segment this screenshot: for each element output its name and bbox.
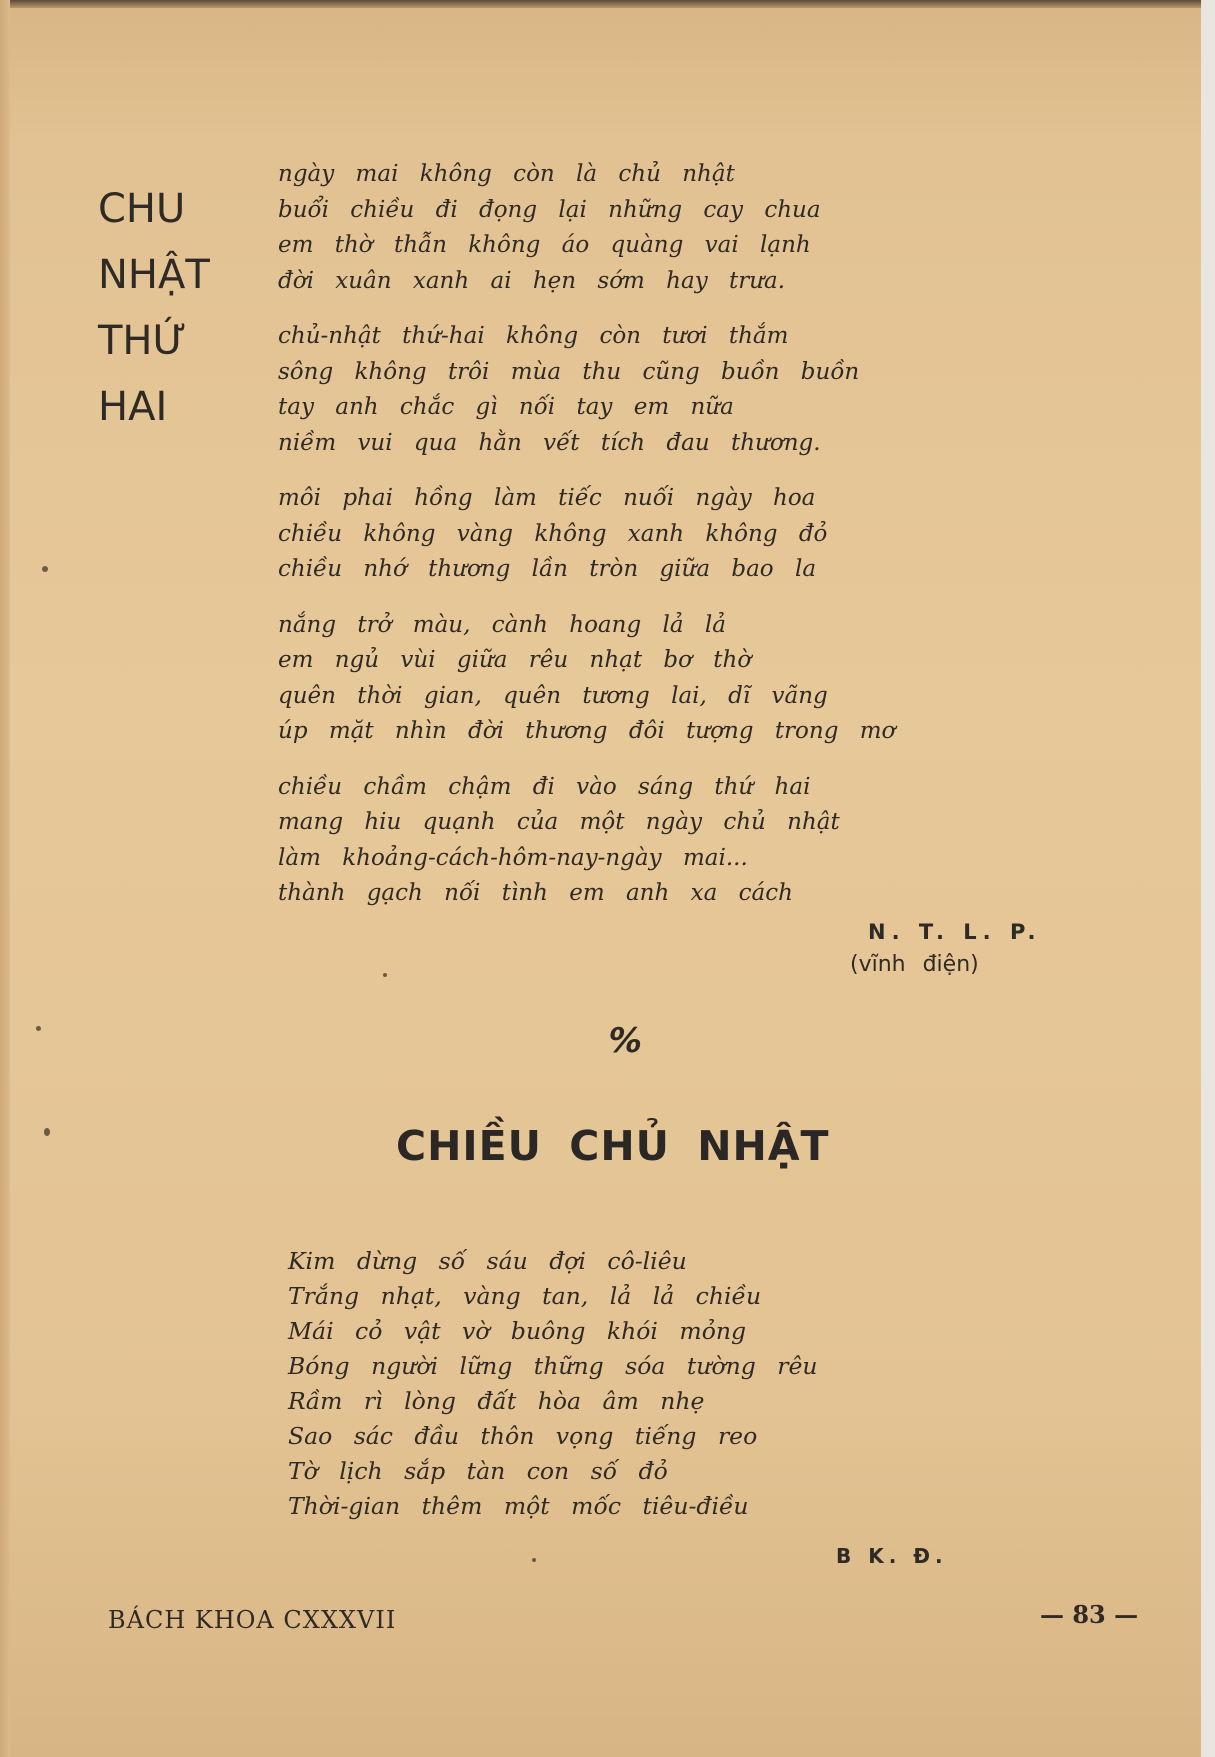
poem1-stanza (278, 481, 895, 588)
poem-line: Kim dừng số sáu đợi cô-liêu (288, 1247, 687, 1275)
poem-line: nắng trở màu, cành hoang lả lả (278, 611, 726, 638)
poem1-stanza (278, 157, 895, 299)
paper-speck (44, 1128, 50, 1136)
paper-speck (383, 973, 387, 977)
scan-margin (1201, 0, 1215, 1757)
poem-line: môi phai hồng làm tiếc nuối ngày hoa (278, 485, 816, 511)
poem-line: buổi chiều đi đọng lại những cay chua (278, 196, 821, 223)
poem1-signature (850, 920, 1041, 977)
poem-line: thành gạch nối tình em anh xa cách (278, 880, 793, 906)
poem-line: chiều chầm chậm đi vào sáng thứ hai (278, 773, 811, 800)
poem-line: Trắng nhạt, vàng tan, lả lả chiều (288, 1282, 762, 1310)
page-top-edge (0, 0, 1215, 8)
poem2-body (288, 1244, 818, 1524)
poem1-stanza (278, 770, 895, 912)
paper-speck (42, 566, 48, 572)
magazine-footer: BÁCH KHOA CXXXVII (108, 1606, 397, 1634)
poem-line: Rầm rì lòng đất hòa âm nhẹ (288, 1387, 705, 1415)
poem-line: Tờ lịch sắp tàn con số đỏ (288, 1457, 668, 1485)
poem1-title (98, 176, 210, 440)
poem1-title-word: NHẬT (98, 252, 210, 298)
poem-line: niềm vui qua hằn vết tích đau thương. (278, 429, 821, 456)
poem-line: em ngủ vùi giữa rêu nhạt bơ thờ (278, 647, 752, 673)
poem-line: ngày mai không còn là chủ nhật (278, 161, 735, 187)
poem1-title-word: HAI (98, 384, 168, 430)
section-divider-ornament: % (603, 1021, 647, 1061)
poem-line: quên thời gian, quên tương lai, dĩ vãng (278, 682, 828, 709)
poem1-title-word: THỨ (98, 318, 187, 364)
poem-line: đời xuân xanh ai hẹn sớm hay trưa. (278, 267, 786, 294)
paper-speck (36, 1026, 41, 1031)
poem-line: Mái cỏ vật vờ buông khói mỏng (288, 1317, 747, 1345)
poem-line: làm khoảng-cách-hôm-nay-ngày mai... (278, 844, 748, 871)
poem-line: Thời-gian thêm một mốc tiêu-điều (288, 1492, 749, 1520)
poem1-title-word: CHU (98, 186, 186, 232)
poem-line: em thờ thẫn không áo quàng vai lạnh (278, 232, 811, 258)
poem1-stanza (278, 608, 895, 750)
poem1-author: N. T. L. P. (868, 920, 1042, 944)
poem-line: chiều nhớ thương lần tròn giữa bao la (278, 556, 817, 582)
page-left-edge (0, 0, 10, 1757)
poem-line: úp mặt nhìn đời thương đôi tượng trong mơ (278, 718, 896, 744)
poem-line: sông không trôi mùa thu cũng buồn buồn (278, 358, 860, 385)
paper-speck (532, 1558, 536, 1562)
poem1-body (278, 157, 895, 932)
poem1-place: (vĩnh điện) (850, 952, 979, 977)
poem-line: Sao sác đầu thôn vọng tiếng reo (288, 1422, 758, 1450)
poem-line: tay anh chắc gì nối tay em nữa (278, 394, 734, 420)
poem-line: chủ-nhật thứ-hai không còn tươi thắm (278, 323, 789, 349)
poem-line: mang hiu quạnh của một ngày chủ nhật (278, 809, 840, 835)
poem1-stanza (278, 319, 895, 461)
poem2-author: B K. Đ. (836, 1544, 948, 1568)
poem-line: chiều không vàng không xanh không đỏ (278, 520, 828, 547)
poem2-title: CHIỀU CHỦ NHẬT (396, 1122, 830, 1170)
poem-line: Bóng người lững thững sóa tường rêu (288, 1352, 818, 1380)
page-number: — 83 — (1040, 1600, 1139, 1629)
